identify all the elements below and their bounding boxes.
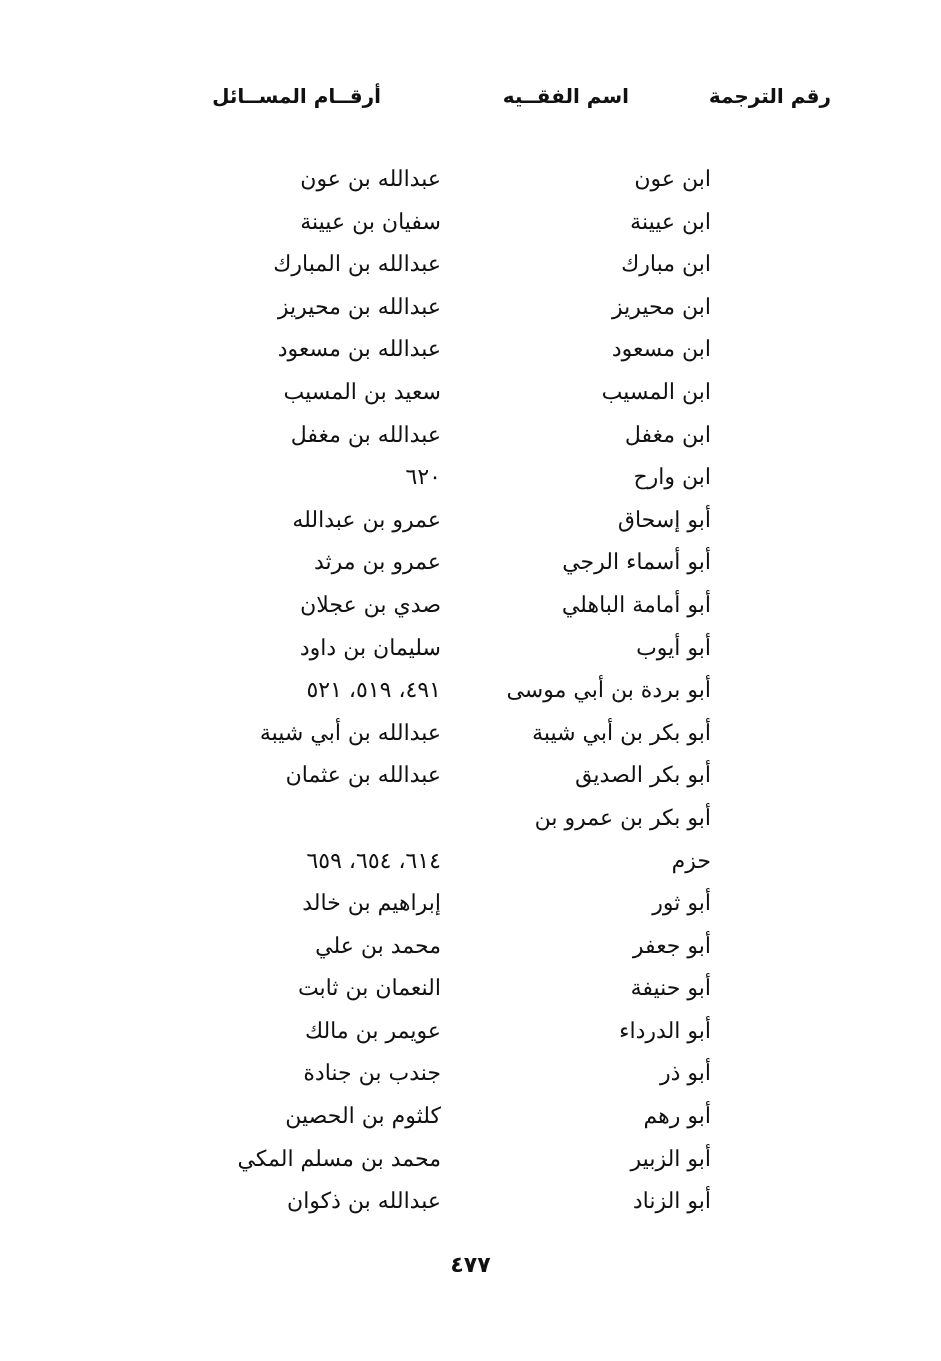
jurist-name: أبو رهم — [643, 1104, 711, 1130]
jurist-value: ٦١٤، ٦٥٤، ٦٥٩ — [306, 848, 441, 874]
jurist-value: عبدالله بن محيريز — [277, 294, 441, 320]
list-item — [0, 160, 941, 203]
jurist-value: سفيان بن عيينة — [300, 209, 441, 235]
jurist-name: أبو إسحاق — [617, 507, 711, 533]
jurist-value: سعيد بن المسيب — [283, 379, 441, 405]
jurist-value: ٤٩١، ٥١٩، ٥٢١ — [306, 678, 441, 704]
jurist-name: ابن المسيب — [601, 379, 711, 405]
list-item — [0, 373, 941, 416]
jurist-name: أبو أمامة الباهلي — [561, 592, 711, 618]
jurist-name: ابن وارح — [633, 465, 711, 491]
list-item — [0, 969, 941, 1012]
entries-list — [0, 160, 941, 1225]
jurist-name: ابن عون — [634, 167, 711, 192]
header-issue-numbers: أرقــام المســائل — [212, 84, 381, 108]
jurist-name: أبو ذر — [659, 1061, 711, 1087]
jurist-value: عبدالله بن مسعود — [277, 337, 441, 363]
jurist-value: سليمان بن داود — [299, 635, 441, 661]
jurist-value: عمرو بن مرثد — [313, 550, 441, 576]
jurist-value: إبراهيم بن خالد — [302, 891, 441, 917]
jurist-value: عبدالله بن مغفل — [290, 422, 441, 448]
jurist-value: محمد بن مسلم المكي — [237, 1146, 441, 1172]
jurist-value: كلثوم بن الحصين — [285, 1104, 441, 1130]
jurist-name: أبو بكر بن عمرو بن — [534, 805, 711, 831]
list-item — [0, 842, 941, 885]
jurist-name: أبو أسماء الرجي — [562, 550, 711, 576]
jurist-name: ابن محيريز — [612, 294, 711, 320]
jurist-value: عبدالله بن أبي شيبة — [259, 720, 441, 746]
list-item — [0, 1182, 941, 1225]
jurist-name: أبو أيوب — [636, 635, 711, 661]
jurist-value: محمد بن علي — [315, 933, 441, 959]
jurist-value: عبدالله بن المبارك — [273, 252, 441, 278]
list-item — [0, 586, 941, 629]
list-item — [0, 1012, 941, 1055]
jurist-name: ابن عيينة — [630, 209, 711, 235]
list-item — [0, 416, 941, 459]
list-item — [0, 884, 941, 927]
jurist-name: أبو بكر بن أبي شيبة — [532, 720, 711, 746]
list-item — [0, 203, 941, 246]
jurist-name: أبو الزبير — [630, 1146, 711, 1172]
jurist-name: أبو الدرداء — [619, 1018, 711, 1044]
jurist-name: ابن مغفل — [624, 422, 711, 448]
jurist-name: أبو الزناد — [632, 1189, 711, 1215]
jurist-name: أبو جعفر — [632, 933, 711, 959]
jurist-name: أبو حنيفة — [630, 976, 711, 1002]
jurist-value: عمرو بن عبدالله — [292, 507, 441, 533]
jurist-name: حزم — [671, 848, 711, 874]
list-item — [0, 629, 941, 672]
jurist-value: ٦٢٠ — [405, 465, 441, 491]
list-item — [0, 1054, 941, 1097]
list-item — [0, 756, 941, 799]
jurist-value: صدي بن عجلان — [300, 592, 441, 618]
jurist-name: ابن مبارك — [621, 252, 711, 278]
list-item — [0, 927, 941, 970]
header-translation-number: رقم الترجمة — [708, 84, 831, 108]
list-item — [0, 714, 941, 757]
jurist-value: عويمر بن مالك — [304, 1018, 441, 1044]
list-item — [0, 1140, 941, 1183]
list-item — [0, 501, 941, 544]
jurist-name: ابن مسعود — [611, 337, 711, 363]
list-item — [0, 1097, 941, 1140]
jurist-value: عبدالله بن عثمان — [285, 763, 441, 789]
page-number: ٤٧٧ — [450, 1253, 491, 1278]
jurist-value: عبدالله بن عون — [300, 167, 441, 192]
jurist-name: أبو بردة بن أبي موسى — [506, 678, 711, 704]
jurist-name: أبو ثور — [652, 891, 711, 917]
list-item — [0, 330, 941, 373]
list-item — [0, 288, 941, 331]
jurist-value: جندب بن جنادة — [303, 1061, 441, 1087]
jurist-value: النعمان بن ثابت — [297, 976, 441, 1002]
header-jurist-name: اسم الفقــيه — [502, 84, 629, 108]
list-item — [0, 543, 941, 586]
jurist-name: أبو بكر الصديق — [575, 763, 711, 789]
list-item — [0, 245, 941, 288]
list-item — [0, 799, 941, 842]
list-item — [0, 671, 941, 714]
list-item — [0, 458, 941, 501]
jurist-value: عبدالله بن ذكوان — [287, 1189, 441, 1215]
